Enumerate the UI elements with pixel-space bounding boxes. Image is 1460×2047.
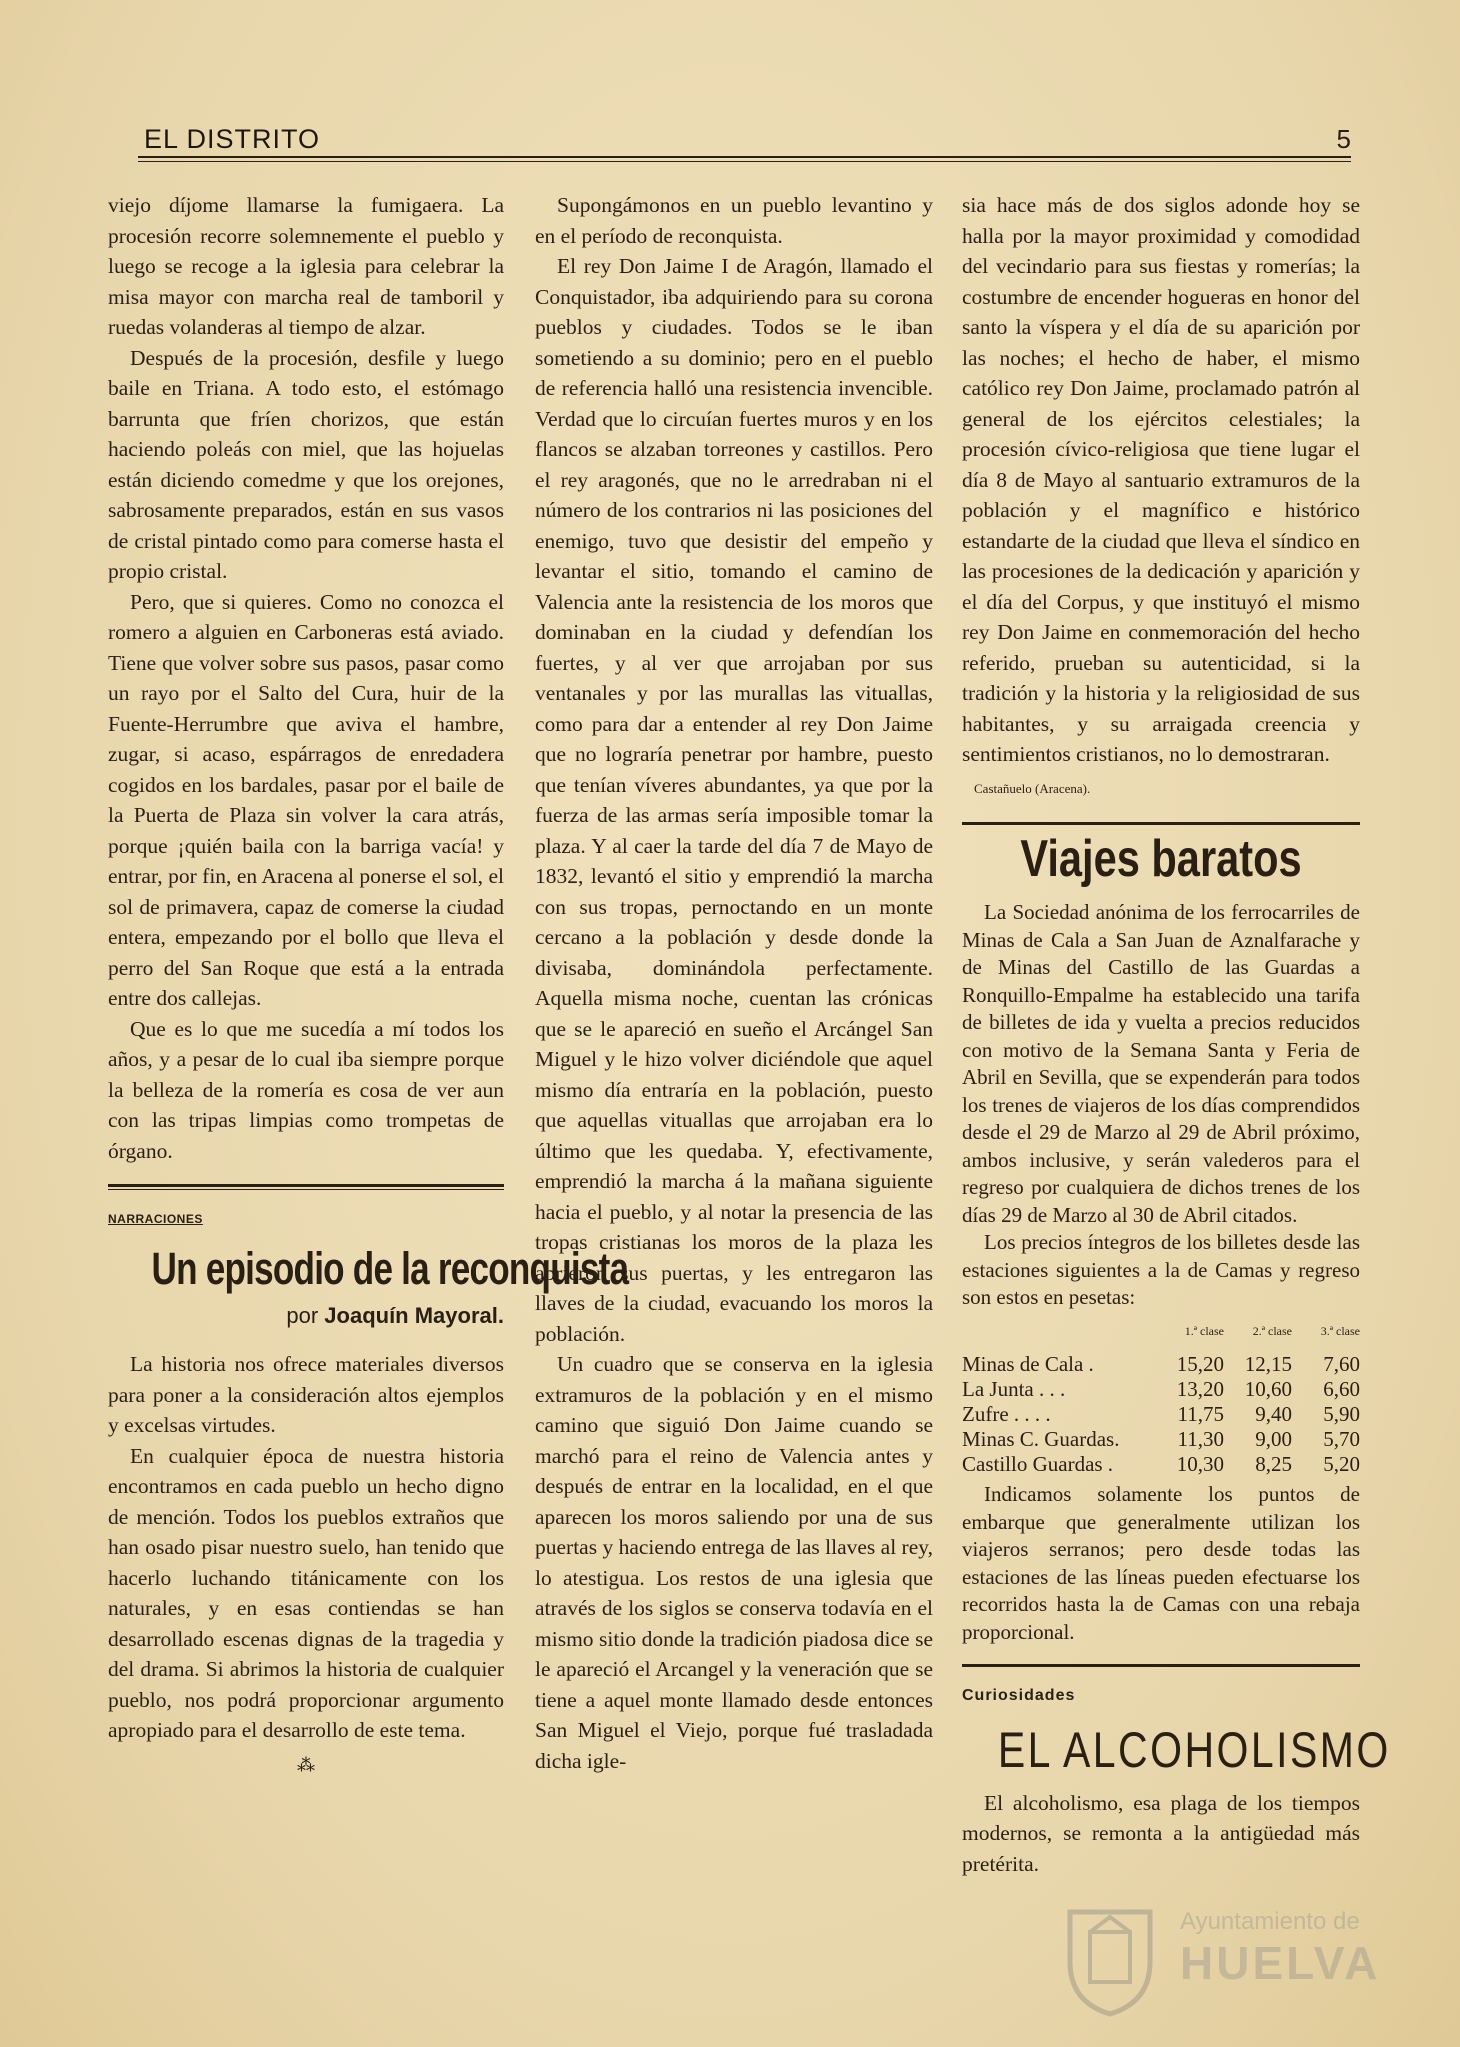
price-table	[962, 1316, 1360, 1478]
paragraph: La historia nos ofrece materiales diversos para poner a la consideración altos ejemplos y excelsas virtudes.	[108, 1352, 504, 1437]
paragraph: El alcoholismo, esa plaga de los tiempos modernos, se remonta a la antigüedad más pretérita.	[962, 1790, 1360, 1876]
header-rule	[138, 156, 1351, 158]
paragraph: sia hace más de dos siglos adonde hoy se halla por la mayor proximidad y comodidad del vecindario para sus fiestas y romerías; la costumbre de encender hogueras en honor del santo la víspera y el día de su aparición por las noches; el hecho de haber, el mismo católico rey Don Jaime, proclamado patrón al general de los ejércitos celestiales; la procesión cívico-religiosa que tiene lugar el día 8 de Mayo al santuario extramuros de la población y el magnífico e histórico estandarte de la ciudad que lleva el síndico en las procesiones de la dedicación y aparición y el día del Corpus, y que instituyó el mismo rey Don Jaime en conmemoración del hecho referido, prueban su autenticidad, si la tradición y la historia y la religiosidad de sus habitantes, y su arraigada creencia y sentimientos cristianos, no lo demostraran.	[962, 193, 1360, 766]
price-3: 5,90	[1323, 1402, 1360, 1426]
station-name: Minas C. Guardas.	[962, 1427, 1120, 1451]
paragraph: Que es lo que me sucedía a mí todos los años, y a pesar de lo cual iba siempre porque la belleza de la romería es cosa de ver aun con las tripas limpias como trompetas de órgano.	[108, 1016, 504, 1163]
page-header	[108, 120, 1351, 164]
byline	[108, 1301, 504, 1332]
price-1: 15,20	[1176, 1352, 1224, 1376]
table-row	[962, 1402, 1360, 1427]
paragraph: Un cuadro que se conserva en la iglesia extramuros de la población y en el mismo camino que siguió Don Jaime cuando se marchó para el reino de Valencia antes y después de entrar en la localidad, en el que aparecen los moros saliendo por una de sus puertas y haciendo entrega de las llaves al rey, lo atestigua. Los restos de una iglesia que através de los siglos se conserva todavía en el mismo sitio donde la tradición piadosa dice se le apareció el Arcangel y la veneración que se tiene a aquel monte llamado desde entonces San Miguel el Viejo, porque fué trasladada dicha igle-	[535, 1352, 933, 1773]
price-header: 3.ª clase	[1320, 1323, 1360, 1338]
newspaper-title: EL DISTRITO	[144, 124, 321, 154]
coat-of-arms-icon	[1060, 1902, 1160, 2017]
signature: Castañuelo (Aracena).	[974, 780, 1091, 796]
price-1: 11,30	[1177, 1427, 1224, 1451]
byline-prefix: por	[286, 1302, 319, 1328]
column-1	[108, 190, 629, 1775]
price-2: 9,40	[1255, 1402, 1292, 1426]
ad-paragraph: Los precios íntegros de los billetes desde las estaciones siguientes a la de Camas y regreso son estos en pesetas:	[962, 1230, 1360, 1309]
watermark-line-2: HUELVA	[1180, 1937, 1381, 1989]
price-2: 8,25	[1255, 1452, 1292, 1476]
ad-paragraph: La Sociedad anónima de los ferrocarriles de Minas de Cala a San Juan de Aznalfarache y de Minas del Castillo de las Guardas a Ronquillo-Empalme ha establecido una tarifa de billetes de ida y vuelta a precios reducidos con motivo de la Semana Santa y Feria de Abril en Sevilla, que se expenderán para todos los trenes de viajeros de los días comprendidos desde el 29 de Marzo al 29 de Abril próximo, ambos inclusive, y serán valederos para el regreso por cualquiera de dichos trenes de los días 29 de Marzo al 30 de Abril citados.	[962, 900, 1360, 1227]
watermark-line-1: Ayuntamiento de	[1180, 1908, 1360, 1935]
article-headline: Un episodio de la reconquista	[151, 1242, 629, 1294]
price-1: 11,75	[1177, 1402, 1224, 1426]
price-3: 6,60	[1323, 1377, 1360, 1401]
section-label: NARRACIONES	[108, 1212, 203, 1226]
column-2	[535, 190, 933, 1776]
station-name: Minas de Cala .	[962, 1352, 1094, 1376]
paragraph: viejo díjome llamarse la fumigaera. La procesión recorre solemnemente el pueblo y luego se recoge a la iglesia para celebrar la misa mayor con marcha real de tamboril y ruedas volanderas al tiempo de alzar.	[108, 193, 504, 339]
price-1: 13,20	[1176, 1377, 1224, 1401]
table-row	[962, 1352, 1360, 1377]
price-header-blank	[962, 1316, 1156, 1353]
station-name: Castillo Guardas .	[962, 1452, 1114, 1476]
ad-title: Viajes baratos	[1020, 830, 1302, 888]
price-2: 10,60	[1244, 1377, 1292, 1401]
price-1: 10,30	[1176, 1452, 1224, 1476]
price-3: 5,70	[1323, 1427, 1360, 1451]
column-3	[962, 190, 1391, 1879]
paragraph: Después de la procesión, desfile y luego baile en Triana. A todo esto, el estómago barrunta que fríen chorizos, que están haciendo poleás con miel, que las hojuelas están diciendo comedme y que los orejones, sabrosamente preparados, están en sus vasos de cristal pintado como para comerse hasta el propio cristal.	[108, 345, 504, 583]
price-header: 1.ª clase	[1184, 1323, 1224, 1338]
section-divider	[108, 1184, 504, 1187]
paragraph: Pero, que si quieres. Como no conozca el romero a alguien en Carboneras está aviado. Tiene que volver sobre sus pasos, pasar como un rayo por el Salto del Cura, huir de la Fuente-Herrumbre que aviva el hambre, zugar, si acaso, espárragos de enredadera cogidos en los bardales, pasar por el baile de la Puerta de Plaza sin volver la cara atrás, porque ¡quién baila con la barriga vacía! y entrar, por fin, en Aracena al ponerse el sol, el sol de primavera, capaz de comerse la ciudad entera, empezando por el bollo que lleva el perro del San Roque que está a la entrada entre dos callejas.	[108, 589, 504, 1010]
paragraph: El rey Don Jaime I de Aragón, llamado el Conquistador, iba adquiriendo para su corona pueblos y ciudades. Todos se le iban sometiendo a su dominio; pero en el pueblo de referencia halló una resistencia invencible. Verdad que lo circuían fuertes muros y en los flancos se alzaban torreones y castillos. Pero el rey aragonés, que no le arredraban ni el número de los contrarios ni las posiciones del enemigo, tuvo que desistir del empeño y levantar el sitio, tomando el camino de Valencia ante la resistencia de los moros que dominaban en la ciudad y defendían los fuertes, y al ver que arrojaban por sus ventanales y por las murallas las vituallas, como para dar a entender al rey Don Jaime que no lograría penetrar por hambre, puesto que tenían víveres abundantes, ya que por la fuerza de las armas sería imposible tomar la plaza. Y al caer la tarde del día 7 de Mayo de 1832, levantó el sitio y emprendió la marcha con sus tropas, pernoctando en un monte cercano a la población y desde donde la divisaba, dominándola perfectamente. Aquella misma noche, cuentan las crónicas que se le apareció en sueño el Arcángel San Miguel y le hizo volver diciéndole que aquel mismo día entraría en la población, puesto que aquellas vituallas que arrojaban era lo último que les quedaba. Y, efectivamente, emprendió la marcha á la mañana siguiente hacia el pueblo, y al notar la presencia de las tropas cristianas los moros de la plaza les abrieron sus puertas, y les entregaron las llaves de la ciudad, evacuando los moros la población.	[535, 254, 933, 1346]
paragraph: En cualquier época de nuestra historia encontramos en cada pueblo un hecho digno de mención. Todos los pueblos extraños que han osado pisar nuestro suelo, han tenido que hacerlo luchando titánicamente con los naturales, y en esas contiendas se han desarrollado escenas dignas de la tragedia y del drama. Si abrimos la historia de cualquier pueblo, nos podrá proporcionar argumento apropiado para el desarrollo de este tema.	[108, 1443, 504, 1742]
section-divider	[962, 1664, 1360, 1667]
station-name: Zufre . . . .	[962, 1402, 1051, 1426]
price-header: 2.ª clase	[1252, 1323, 1292, 1338]
advertisement	[962, 827, 1360, 1646]
asterism: ⁂	[297, 1754, 315, 1775]
byline-author: Joaquín Mayoral.	[324, 1302, 504, 1328]
article-headline: EL ALCOHOLISMO	[997, 1721, 1391, 1778]
page-number: 5	[1336, 124, 1351, 154]
table-row	[962, 1452, 1360, 1477]
price-3: 5,20	[1323, 1452, 1360, 1476]
price-3: 7,60	[1323, 1352, 1360, 1376]
section-divider-thin	[108, 1189, 504, 1190]
price-2: 12,15	[1244, 1352, 1292, 1376]
table-row	[962, 1377, 1360, 1402]
ad-paragraph: Indicamos solamente los puntos de embarque que generalmente utilizan los viajeros serranos; pero desde todas las estaciones de las líneas pueden efectuarse los recorridos hasta la de Camas con una rebaja proporcional.	[962, 1482, 1360, 1644]
paragraph: Supongámonos en un pueblo levantino y en el período de reconquista.	[535, 193, 933, 248]
section-label: Curiosidades	[962, 1687, 1076, 1704]
price-2: 9,00	[1255, 1427, 1292, 1451]
section-divider	[962, 822, 1360, 825]
table-row	[962, 1427, 1360, 1452]
station-name: La Junta . . .	[962, 1377, 1066, 1401]
archive-watermark	[1060, 1902, 1400, 2022]
header-rule-thin	[138, 161, 1351, 162]
